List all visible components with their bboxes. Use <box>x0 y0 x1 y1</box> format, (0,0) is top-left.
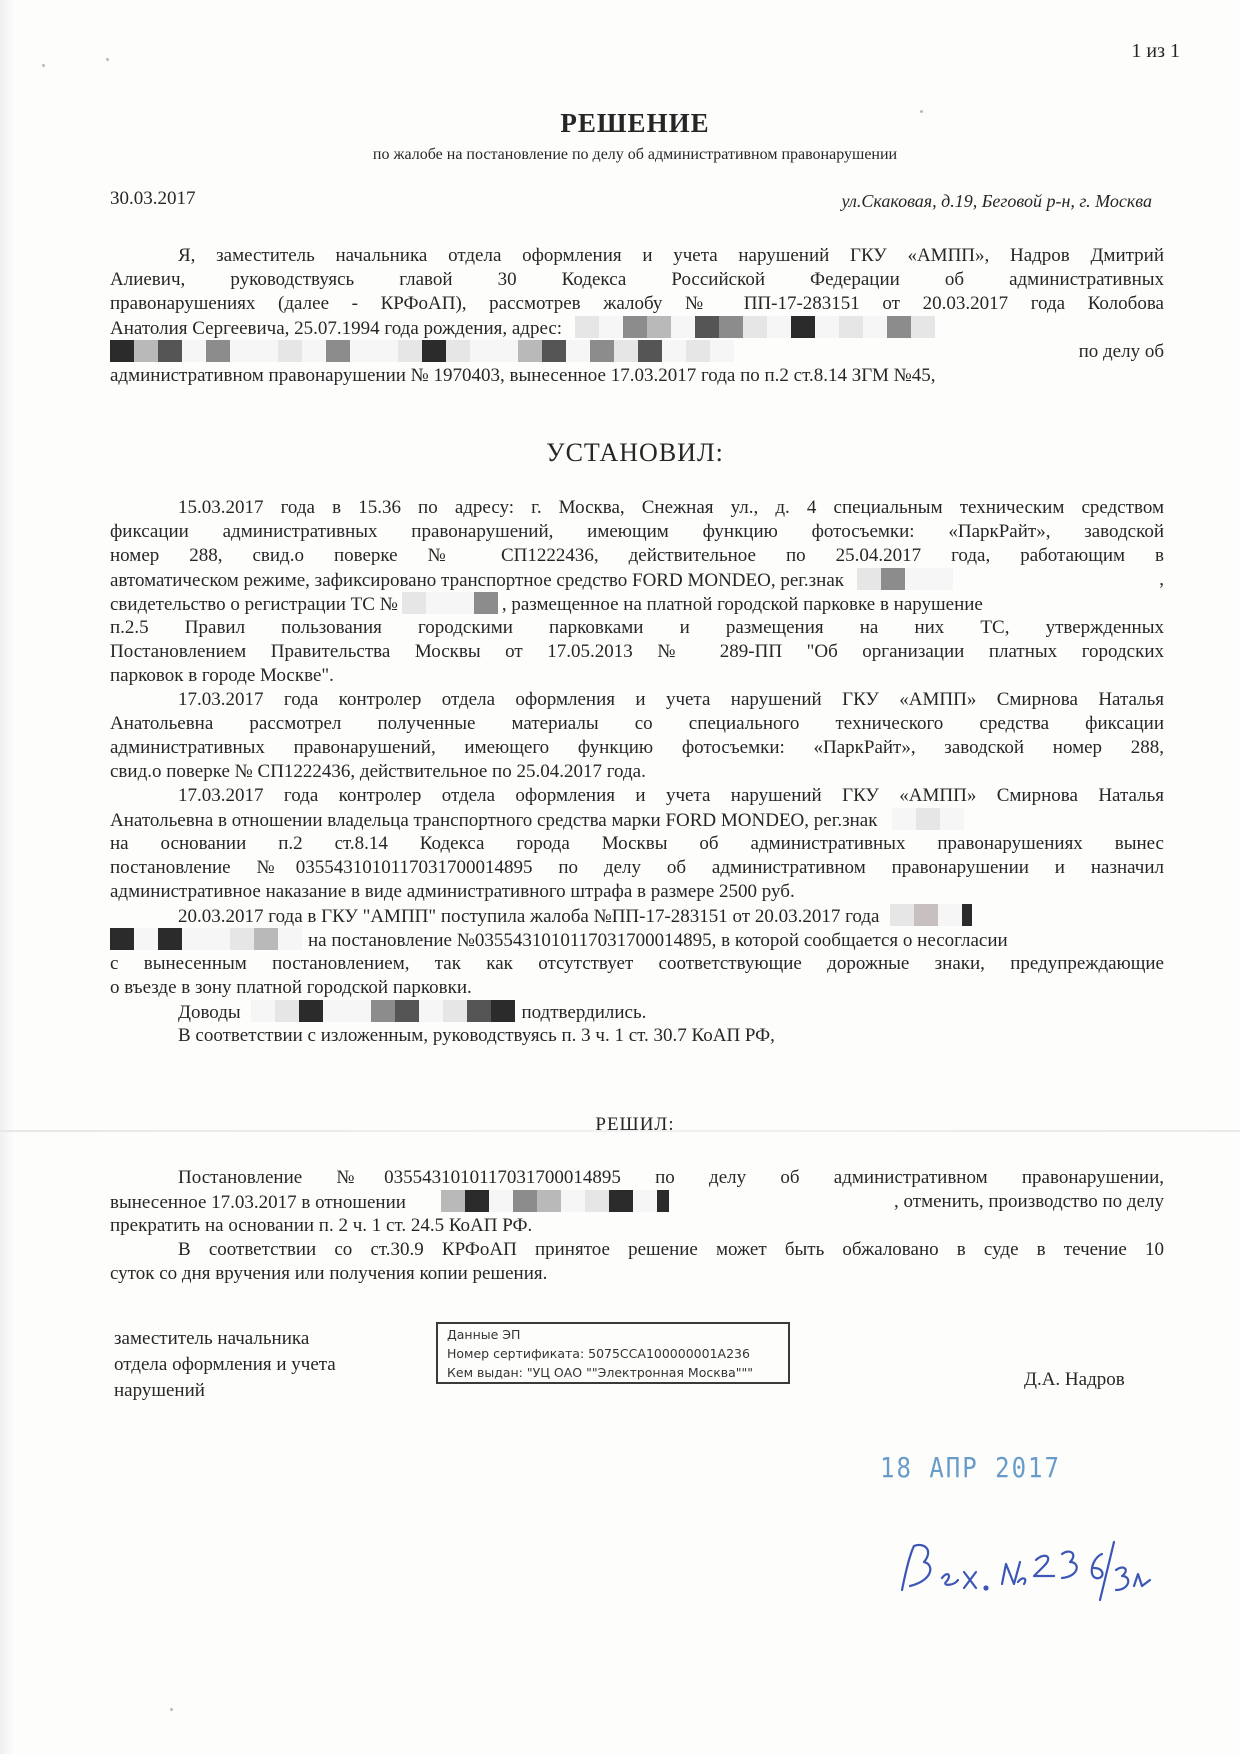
text-fragment: подтвердились. <box>521 1002 647 1023</box>
text-line: Постановление №0355431010117031700014895 по делу об административном правонарушении, <box>178 1167 1164 1188</box>
signatory-position <box>114 1326 336 1404</box>
text-line: парковок в городе Москве". <box>110 665 334 686</box>
position-line: заместитель начальника <box>114 1328 310 1349</box>
position-line: нарушений <box>114 1380 205 1401</box>
document-subtitle: по жалобе на постановление по делу об административном правонарушении <box>372 146 898 163</box>
text-line <box>110 1000 1164 1024</box>
redacted-name <box>890 904 972 926</box>
handwritten-incoming-number <box>894 1520 1154 1610</box>
text-fragment: , размещенное на платной городской парковке в нарушение <box>501 594 983 615</box>
text-fragment: Анатолия Сергеевича, 25.07.1994 года рождения, адрес: <box>110 318 563 339</box>
text-line <box>110 1190 1164 1214</box>
text-line: суток со дня вручения или получения копии решения. <box>110 1263 548 1284</box>
text-line: на основании п.2 ст.8.14 Кодекса города Москвы об административных правонарушениях вынес <box>110 833 1164 854</box>
text-line: о въезде в зону платной городской парковки. <box>110 977 472 998</box>
text-line: Анатольевна рассмотрел полученные материалы со специального технического средства фиксации <box>110 713 1164 734</box>
redacted-plate <box>857 568 953 590</box>
scan-speck <box>170 1708 173 1711</box>
scan-speck <box>42 64 45 67</box>
text-fragment: на постановление №0355431010117031700014895, в которой сообщается о несогласии <box>308 930 1008 951</box>
text-line: прекратить на основании п. 2 ч. 1 ст. 24.5 КоАП РФ. <box>110 1215 533 1236</box>
text-fragment: по делу об <box>1078 341 1164 362</box>
decision-section <box>110 1166 1164 1286</box>
document-date: 30.03.2017 <box>110 188 196 209</box>
text-line <box>110 808 1164 832</box>
position-line: отдела оформления и учета <box>114 1354 336 1375</box>
facts-section <box>110 496 1164 1048</box>
text-fragment: , отменить, производство по делу <box>894 1191 1164 1212</box>
text-fragment: , <box>1159 569 1164 590</box>
text-line: с вынесенным постановлением, так как отсутствует соответствующие дорожные знаки, предупреждающие <box>110 953 1164 974</box>
text-line: административном правонарушении № 1970403, вынесенное 17.03.2017 года по п.2 ст.8.14 ЗГМ №45, <box>110 365 936 386</box>
text-line: Алиевич, руководствуясь главой 30 Кодекса Российской Федерации об административных <box>110 269 1164 290</box>
text-line: Постановлением Правительства Москвы от 17.05.2013 № 289-ПП "Об организации платных городских <box>110 641 1164 662</box>
text-line: свид.о поверке № СП1222436, действительное по 25.04.2017 года. <box>110 761 646 782</box>
redacted-name <box>110 928 302 950</box>
redacted-address <box>110 340 734 362</box>
text-line <box>110 340 1164 364</box>
page-counter: 1 из 1 <box>1131 40 1180 62</box>
text-line <box>110 928 1164 952</box>
text-line <box>110 904 1164 928</box>
text-line: В соответствии со ст.30.9 КРФоАП принятое решение может быть обжаловано в суде в течение 10 <box>178 1239 1164 1260</box>
section-heading-reshil: РЕШИЛ: <box>595 1114 675 1135</box>
document-title: РЕШЕНИЕ <box>560 108 710 138</box>
signatory-name: Д.А. Надров <box>1024 1369 1125 1390</box>
intro-paragraph <box>110 244 1164 388</box>
text-line: административное наказание в виде административного штрафа в размере 2500 руб. <box>110 881 795 902</box>
ep-title: Данные ЭП <box>447 1327 521 1342</box>
text-fragment: 20.03.2017 года в ГКУ "АМПП" поступила жалоба №ПП-17-283151 от 20.03.2017 года <box>178 906 880 927</box>
section-heading-ustanovil: УСТАНОВИЛ: <box>546 438 724 467</box>
text-line <box>110 568 1164 592</box>
text-line: В соответствии с изложенным, руководствуясь п. 3 ч. 1 ст. 30.7 КоАП РФ, <box>178 1025 775 1046</box>
redacted-plate <box>892 808 964 830</box>
text-line <box>110 316 1164 340</box>
ep-certificate: Номер сертификата: 5075CCA100000001A236 <box>447 1346 750 1361</box>
text-fragment: Анатольевна в отношении владельца транспортного средства марки FORD MONDEO, рег.знак <box>110 810 878 831</box>
date-stamp: 18 АПР 2017 <box>880 1451 1061 1485</box>
ep-issuer: Кем выдан: "УЦ ОАО ""Электронная Москва""" <box>447 1365 754 1380</box>
redacted-address <box>575 316 935 338</box>
text-line: постановление №0355431010117031700014895 по делу об административном правонарушении и назначил <box>110 857 1164 878</box>
text-line: п.2.5 Правил пользования городскими парковками и размещения на них ТС, утвержденных <box>110 617 1164 638</box>
text-fragment: Доводы <box>178 1002 241 1023</box>
text-line: фиксации административных правонарушений, имеющим функцию фотосъемки: «ПаркРайт», заводской <box>110 521 1164 542</box>
redacted-registration <box>402 592 498 614</box>
text-line: 15.03.2017 года в 15.36 по адресу: г. Москва, Снежная ул., д. 4 специальным техническим средством <box>178 497 1164 518</box>
text-line <box>110 592 1164 616</box>
redacted-name <box>251 1000 515 1022</box>
text-line: административных правонарушений, имеющего функцию фотосъемки: «ПаркРайт», заводской номер 288, <box>110 737 1164 758</box>
scan-edge-shadow <box>0 0 14 1754</box>
text-fragment: автоматическом режиме, зафиксировано транспортное средство FORD MONDEO, рег.знак <box>110 570 845 591</box>
text-fragment: вынесенное 17.03.2017 в отношении <box>110 1192 406 1213</box>
text-line: 17.03.2017 года контролер отдела оформления и учета нарушений ГКУ «АМПП» Смирнова Наталья <box>178 785 1164 806</box>
redacted-name <box>441 1190 669 1212</box>
text-line: Я, заместитель начальника отдела оформления и учета нарушений ГКУ «АМПП», Надров Дмитрий <box>178 245 1164 266</box>
document-address: ул.Скаковая, д.19, Беговой р-н, г. Москва <box>841 191 1152 211</box>
text-line: номер 288, свид.о поверке № СП1222436, действительное по 25.04.2017 года, работающим в <box>110 545 1164 566</box>
text-fragment: свидетельство о регистрации ТС № <box>110 594 398 615</box>
text-line: правонарушениях (далее - КРФоАП), рассмотрев жалобу № ПП-17-283151 от 20.03.2017 года Колобова <box>110 293 1164 314</box>
text-line: 17.03.2017 года контролер отдела оформления и учета нарушений ГКУ «АМПП» Смирнова Наталья <box>178 689 1164 710</box>
electronic-signature-box <box>436 1322 790 1384</box>
scan-speck <box>106 58 109 61</box>
